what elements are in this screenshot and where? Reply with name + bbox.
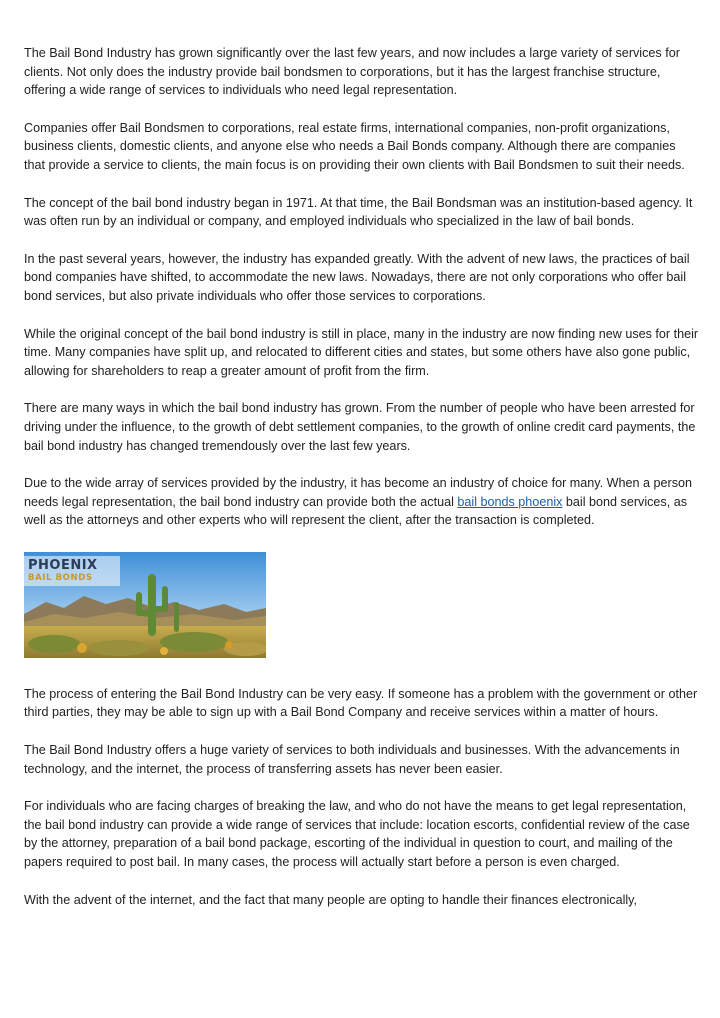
- link-paragraph-after: bail bond services, as well as the attorneys and other experts who will represent the client, after the transaction is completed.: [24, 494, 688, 528]
- link-paragraph-before: Due to the wide array of services provided by the industry, it has become an industry of choice for many. When a person needs legal representation, the bail bond industry can provide both the actual: [24, 476, 693, 509]
- paragraph-4: In the past several years, however, the industry has expanded greatly. With the advent of new laws, the practices of bail bond companies have shifted, to accommodate the new laws. Nowadays, there are not only corporations who offer bail bond services, but also private individuals who offer those services to corporations.: [24, 251, 690, 303]
- document-page: [24, 44, 700, 928]
- logo-title: PHOENIX: [28, 557, 98, 573]
- paragraph-1: The Bail Bond Industry has grown significantly over the last few years, and now includes a large variety of services for clients. Not only does the industry provide bail bondsmen to corporations, but it has the largest franchise structure, offering a wide range of services to individuals who need legal representation.: [24, 46, 680, 98]
- logo-subtitle: BAIL BONDS: [28, 572, 93, 583]
- paragraph-11: With the advent of the internet, and the fact that many people are opting to handle their finances electronically,: [24, 892, 638, 907]
- phoenix-bail-bonds-image: [24, 552, 266, 658]
- paragraph-6: There are many ways in which the bail bond industry has grown. From the number of people who have been arrested for driving under the influence, to the growth of debt settlement companies, to the growth of online credit card payments, the bail bond industry has changed tremendously over the last few years.: [24, 401, 696, 453]
- paragraph-3: The concept of the bail bond industry began in 1971. At that time, the Bail Bondsman was an institution-based agency. It was often run by an individual or company, and employed individuals who specialized in the law of bail bonds.: [24, 195, 693, 229]
- paragraph-5: While the original concept of the bail bond industry is still in place, many in the industry are now finding new uses for their time. Many companies have split up, and relocated to different cities and states, but some others have also gone public, allowing for shareholders to reap a greater amount of profit from the firm.: [24, 326, 699, 378]
- paragraph-2: Companies offer Bail Bondsmen to corporations, real estate firms, international companies, non-profit organizations, business clients, domestic clients, and anyone else who needs a Bail Bonds company. Although there are companies that provide a service to clients, the main focus is on providing their own clients with Bail Bondsmen to suit their needs.: [24, 120, 685, 172]
- paragraph-7-with-link: [24, 474, 700, 530]
- paragraph-9: The Bail Bond Industry offers a huge variety of services to both individuals and businesses. With the advancements in technology, and the internet, the process of transferring assets has never been easier.: [24, 743, 680, 776]
- paragraph-10: For individuals who are facing charges of breaking the law, and who do not have the means to get legal representation, the bail bond industry can provide a wide range of services that include: location escorts, confidential review of the case by the attorney, preparation of a bail bond package, escorting of the individual in question to court, and mailing of the papers required to post bail. In many cases, the process will actually start before a person is even charged.: [24, 799, 690, 870]
- bail-bonds-phoenix-link[interactable]: bail bonds phoenix: [457, 494, 563, 509]
- logo: [24, 556, 120, 586]
- paragraph-8: The process of entering the Bail Bond Industry can be very easy. If someone has a problem with the government or other third parties, they may be able to sign up with a Bail Bond Company and receive services within a matter of hours.: [24, 686, 698, 720]
